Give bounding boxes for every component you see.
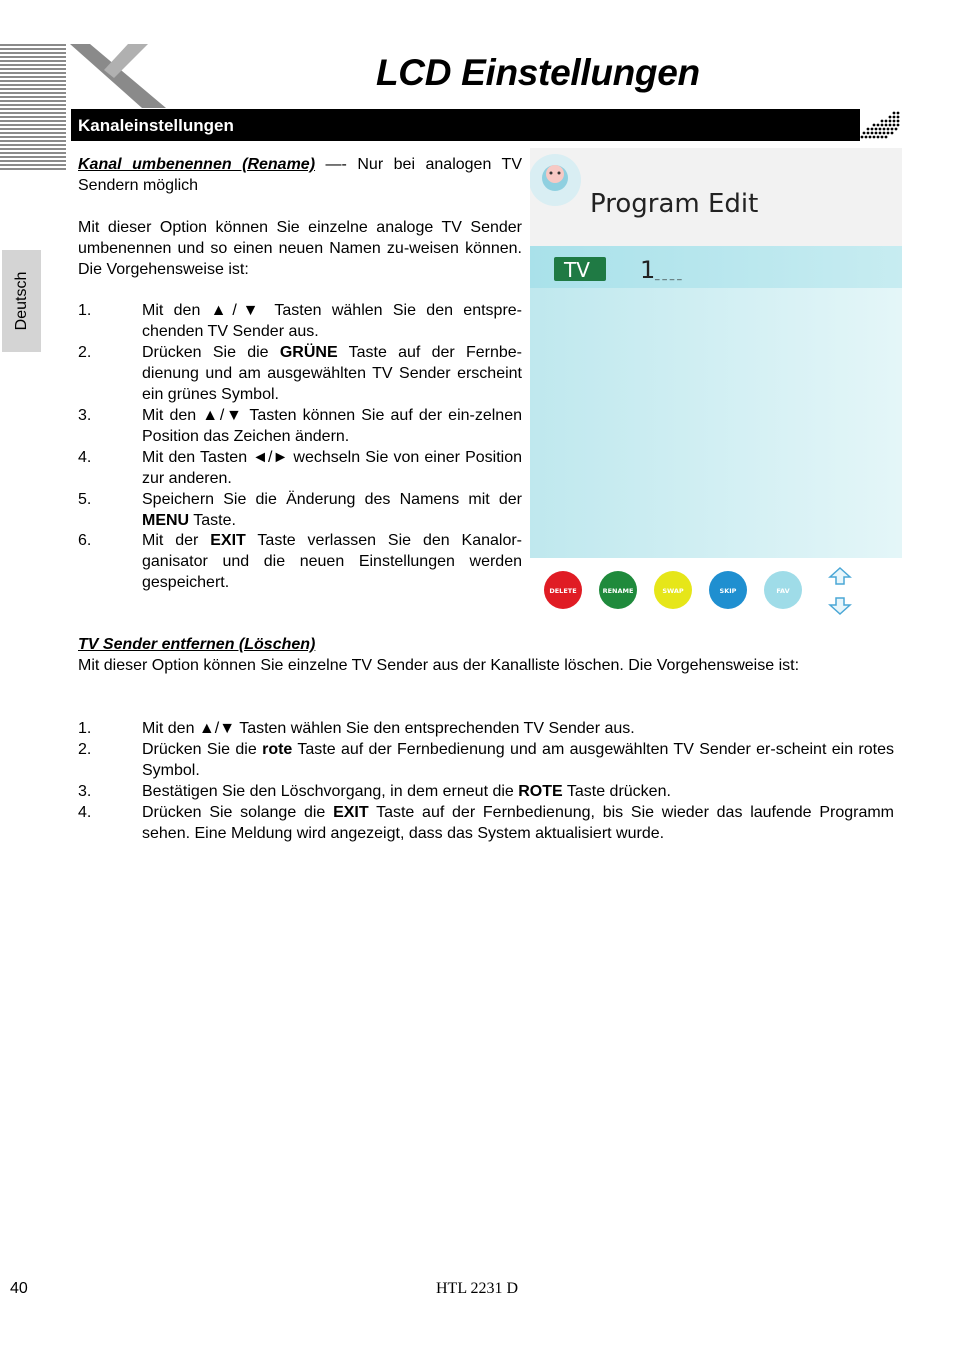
step-text-part: Taste drücken. — [562, 783, 671, 800]
rename-step-text — [142, 405, 522, 447]
page-title: LCD Einstellungen — [376, 52, 700, 93]
step-text-part: Speichern Sie die Änderung des Namens mit der — [142, 491, 522, 508]
dot-pattern — [860, 109, 902, 141]
step-text-part: Taste auf der Fernbedienung, bis Sie wieder das laufende Programm sehen. Eine Meldung wird angezeigt, dass das System aktualisiert wurde. — [142, 804, 894, 842]
delete-button-label: DELETE — [549, 587, 577, 595]
rename-step-text — [142, 489, 522, 531]
step-text-part: Taste auf der Fernbedienung und am ausgewählten TV Sender er-scheint ein rotes Symbol. — [142, 741, 895, 779]
mascot-icon — [530, 154, 581, 206]
delete-step-text — [142, 739, 894, 781]
step-text-part: Drücken Sie solange die — [142, 804, 334, 821]
step-text-part: Mit der — [142, 532, 211, 549]
screen-title: Program Edit — [590, 189, 759, 219]
rename-button-label: RENAME — [602, 587, 634, 595]
skip-button-label: SKIP — [719, 587, 737, 595]
model-name: HTL 2231 D — [436, 1280, 519, 1297]
delete-intro: Mit dieser Option können Sie einzelne TV Sender aus der Kanalliste löschen. Die Vorgehensweise ist: — [78, 657, 800, 674]
delete-step-text — [142, 802, 894, 844]
page-number: 40 — [10, 1280, 28, 1297]
step-text-part: Taste auf der Fernbe-dienung und am ausgewählten TV Sender erscheint ein grünes Symbol. — [142, 344, 523, 403]
step-text-part: MENU — [142, 512, 190, 529]
language-tab-label: Deutsch — [12, 271, 30, 331]
rename-step-text — [142, 300, 522, 342]
rename-intro: Mit dieser Option können Sie einzelne analoge TV Sender umbenennen und so einen neuen Namen zu-weisen können. Die Vorgehensweise ist: — [78, 219, 522, 278]
rename-step-number: 5. — [78, 491, 92, 508]
rename-step-number: 4. — [78, 449, 92, 466]
rename-heading: Kanal umbenennen (Rename) — [78, 156, 316, 173]
step-text-part: ROTE — [518, 783, 563, 800]
program-edit-screenshot — [530, 148, 902, 616]
channel-number: 1 — [640, 256, 656, 284]
rename-heading-suffix: —- Nur bei analogen TV Sendern möglich — [78, 156, 523, 194]
step-text-part: rote — [262, 741, 293, 758]
rename-step-text — [142, 447, 522, 489]
delete-heading-paragraph — [78, 634, 894, 655]
delete-step-text — [142, 718, 894, 739]
step-text-part: Mit den ▲/▼ Tasten wählen Sie den entspre-chenden TV Sender aus. — [142, 302, 522, 340]
delete-step-number: 2. — [78, 741, 92, 758]
swap-button-label: SWAP — [662, 587, 684, 595]
brand-logo — [68, 40, 168, 110]
step-text-part: EXIT — [333, 804, 369, 821]
rename-step-number: 1. — [78, 302, 92, 319]
channel-name: _ _ _ _ — [655, 271, 682, 281]
channel-type: TV — [564, 258, 590, 282]
rename-step-number: 6. — [78, 532, 92, 549]
step-text-part: EXIT — [210, 532, 246, 549]
rename-heading-paragraph — [78, 154, 522, 196]
step-text-part: Taste verlassen Sie den Kanalor-ganisator und die neuen Einstellungen werden gespeichert. — [142, 532, 523, 591]
step-text-part: Drücken Sie die — [142, 741, 263, 758]
rename-step-text — [142, 342, 522, 405]
step-text-part: Mit den ▲/▼ Tasten können Sie auf der ein-zelnen Position das Zeichen ändern. — [142, 407, 522, 445]
step-text-part: GRÜNE — [279, 344, 338, 361]
step-text-part: Taste. — [189, 512, 236, 529]
fav-button-label: FAV — [776, 587, 790, 595]
delete-step-text — [142, 781, 894, 802]
delete-step-number: 1. — [78, 720, 92, 737]
decorative-lines — [0, 43, 66, 171]
rename-step-number: 2. — [78, 344, 92, 361]
step-text-part: Drücken Sie die — [142, 344, 280, 361]
step-text-part: Bestätigen Sie den Löschvorgang, in dem erneut die — [142, 783, 519, 800]
delete-heading: TV Sender entfernen (Löschen) — [78, 636, 316, 653]
language-tab — [2, 250, 41, 352]
step-text-part: Mit den Tasten ◄/► wechseln Sie von einer Position zur anderen. — [142, 449, 522, 487]
rename-step-text — [142, 530, 522, 593]
section-title: Kanaleinstellungen — [78, 116, 234, 135]
delete-step-number: 4. — [78, 804, 92, 821]
delete-step-number: 3. — [78, 783, 92, 800]
rename-step-number: 3. — [78, 407, 92, 424]
section-header — [71, 109, 902, 141]
step-text-part: Mit den ▲/▼ Tasten wählen Sie den entsprechenden TV Sender aus. — [142, 720, 635, 737]
